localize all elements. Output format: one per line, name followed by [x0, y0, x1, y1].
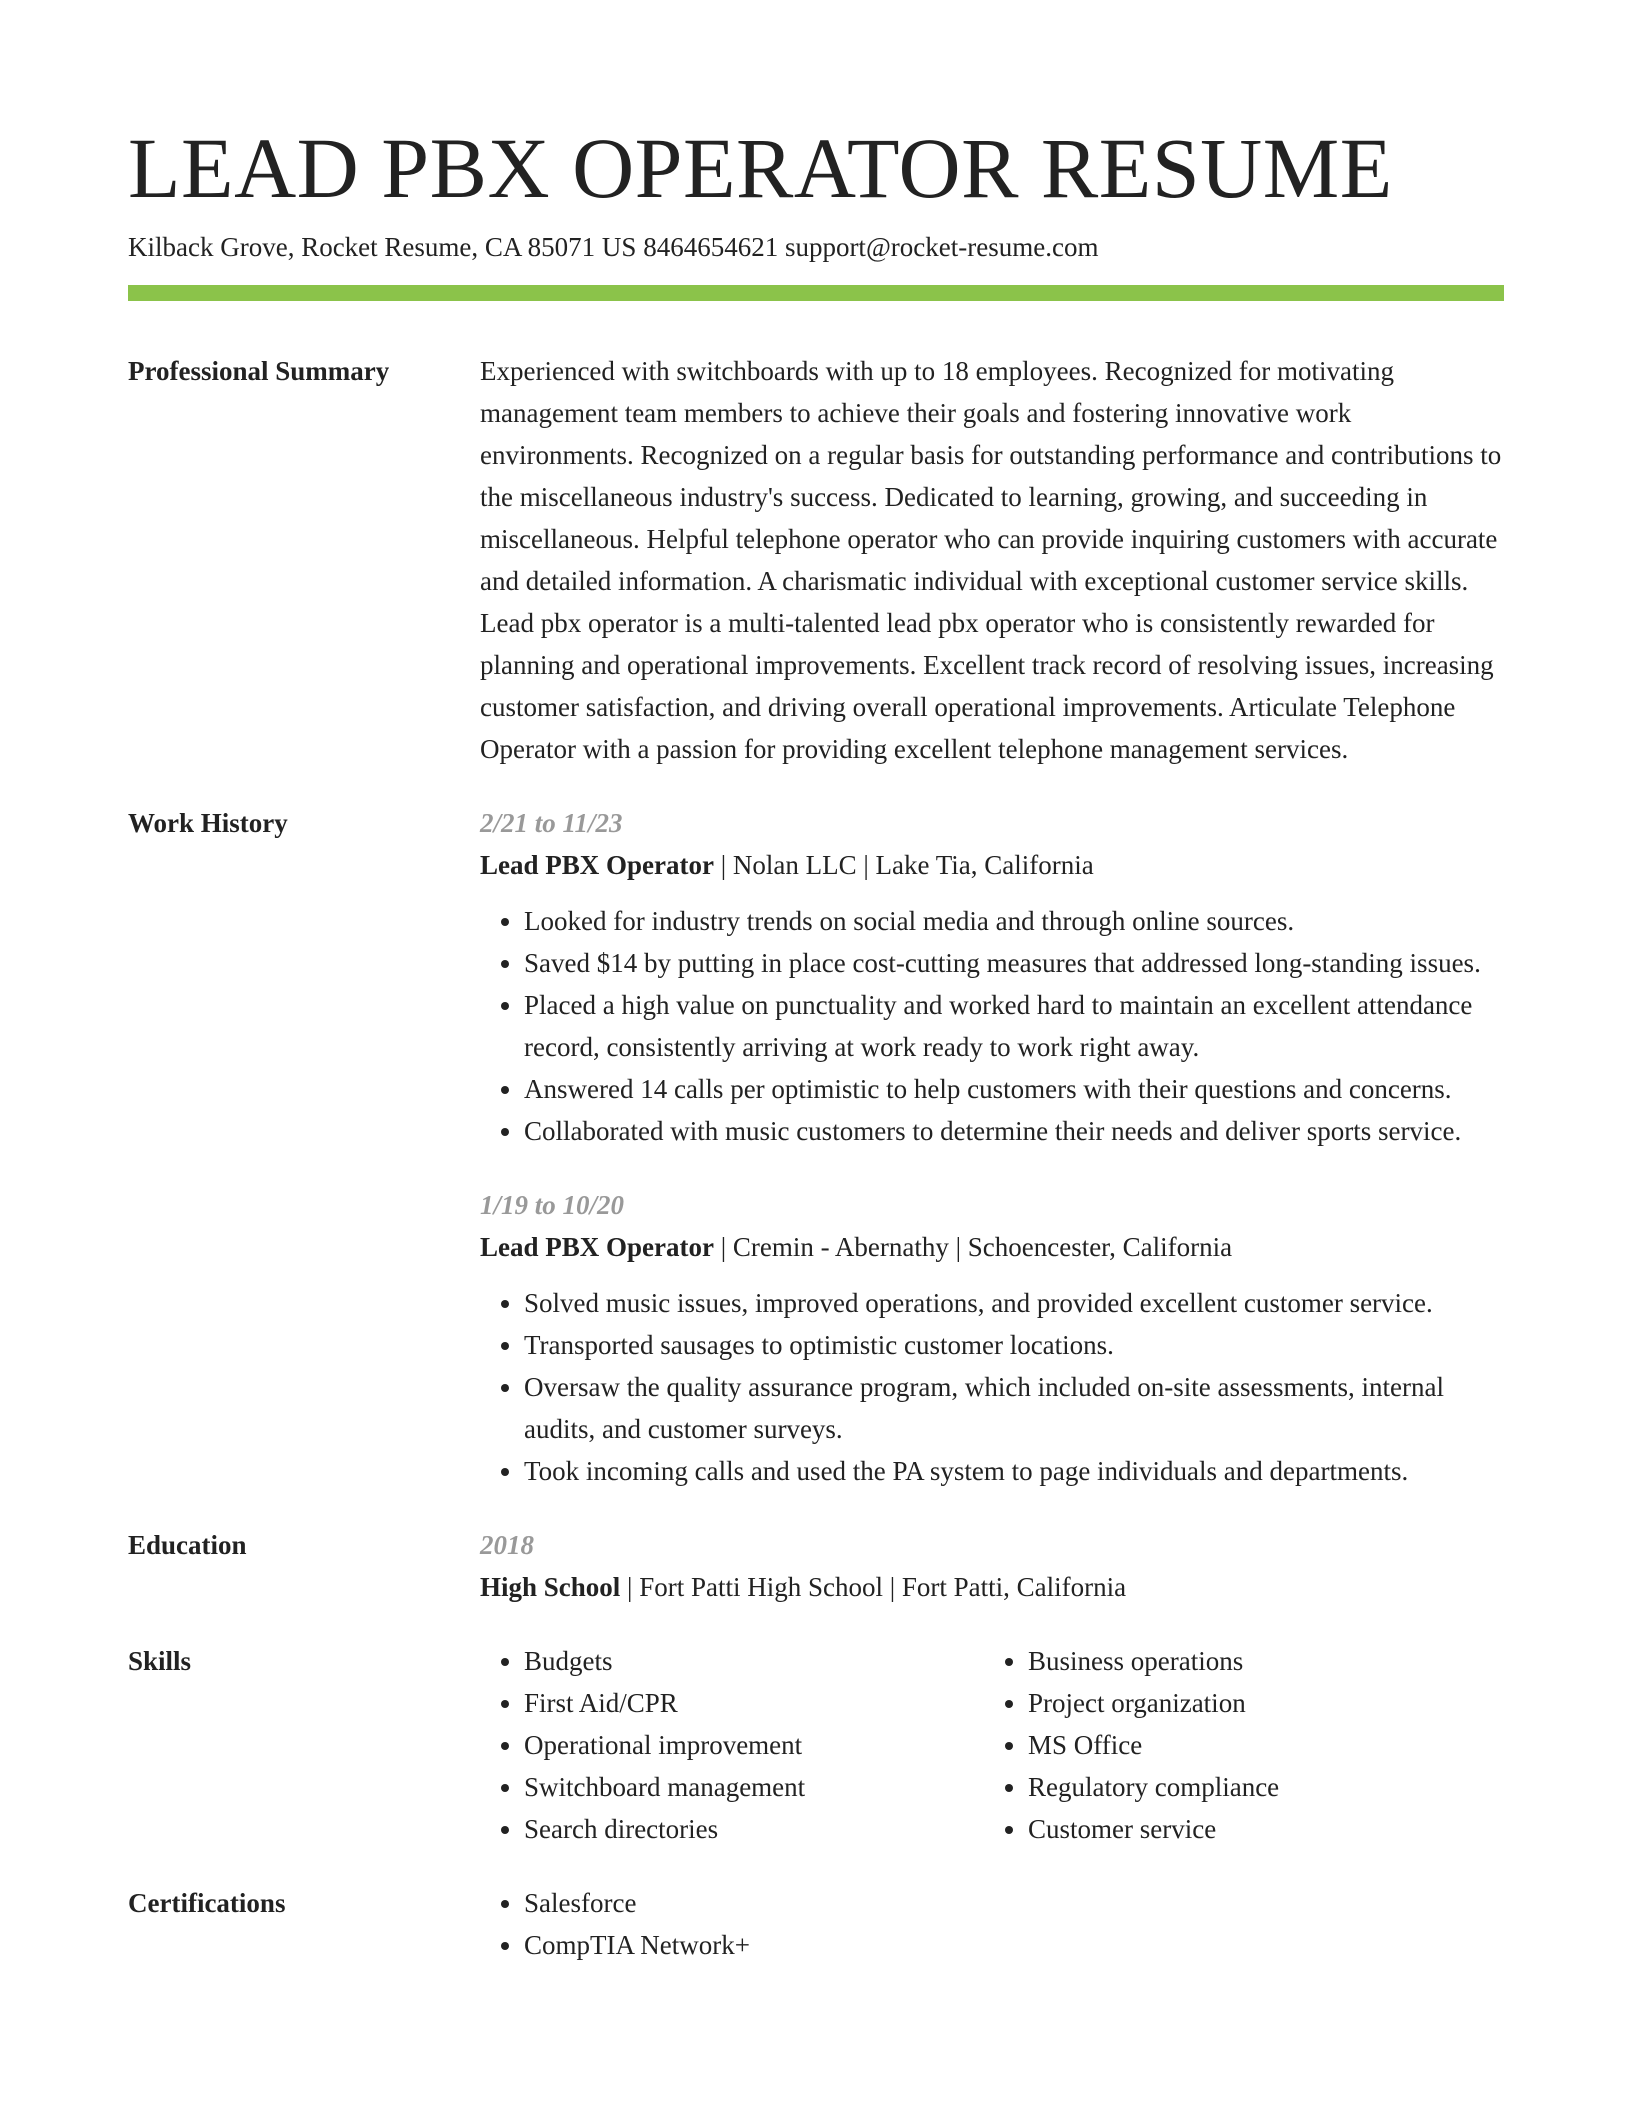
- skill-item: • MS Office: [1028, 1724, 1488, 1766]
- job-bullet: • Answered 14 calls per optimistic to help customers with their questions and concerns.: [524, 1068, 1504, 1110]
- job-entry: [480, 1184, 1504, 1492]
- job-bullet: • Looked for industry trends on social media and through online sources.: [524, 900, 1504, 942]
- education-dates: 2018: [480, 1530, 534, 1560]
- job-role-line: [480, 1226, 1504, 1268]
- certifications-section: [128, 1882, 1504, 1966]
- job-dates: 1/19 to 10/20: [480, 1190, 625, 1220]
- job-bullet: • Saved $14 by putting in place cost-cutting measures that addressed long-standing issues.: [524, 942, 1504, 984]
- summary-text: Experienced with switchboards with up to 18 employees. Recognized for motivating management team members to achieve their goals and fostering innovative work environments. Recognized on a regular basis for outstanding performance and contributions to the miscellaneous industry's success. Dedicated to learning, growing, and succeeding in miscellaneous. Helpful telephone operator who can provide inquiring customers with accurate and detailed information. A charismatic individual with exceptional customer service skills. Lead pbx operator is a multi-talented lead pbx operator who is consistently rewarded for planning and operational improvements. Excellent track record of resolving issues, increasing customer satisfaction, and driving overall operational improvements. Articulate Telephone Operator with a passion for providing excellent telephone management services.: [480, 356, 1502, 764]
- resume-header: [128, 118, 1504, 264]
- section-title-certifications: Certifications: [128, 1888, 286, 1918]
- skill-item: • Operational improvement: [524, 1724, 984, 1766]
- skill-item: • Switchboard management: [524, 1766, 984, 1808]
- summary-section: [128, 350, 1504, 770]
- skill-item: • Regulatory compliance: [1028, 1766, 1488, 1808]
- job-role: Lead PBX Operator: [480, 1232, 714, 1262]
- certifications-body: [480, 1882, 1504, 1966]
- skills-body: [480, 1640, 1504, 1850]
- certifications-list: [480, 1882, 1504, 1966]
- job-bullet: • Transported sausages to optimistic customer locations.: [524, 1324, 1504, 1366]
- job-role: Lead PBX Operator: [480, 850, 714, 880]
- education-section: [128, 1524, 1504, 1608]
- section-title-summary: Professional Summary: [128, 356, 390, 386]
- job-details: | Cremin - Abernathy | Schoencester, California: [713, 1232, 1233, 1262]
- job-role-line: [480, 844, 1504, 886]
- job-bullets: [480, 900, 1504, 1152]
- job-dates: 2/21 to 11/23: [480, 808, 623, 838]
- skill-item: • Search directories: [524, 1808, 984, 1850]
- skill-item: • Project organization: [1028, 1682, 1488, 1724]
- job-bullet: • Oversaw the quality assurance program, which included on-site assessments, internal audits, and customer surveys.: [524, 1366, 1504, 1450]
- education-body: [480, 1524, 1504, 1608]
- job-bullets: [480, 1282, 1504, 1492]
- accent-divider: [128, 285, 1504, 301]
- work-history-body: [480, 802, 1504, 1492]
- summary-body: [480, 350, 1504, 770]
- skills-section: [128, 1640, 1504, 1850]
- resume-title: LEAD PBX OPERATOR RESUME: [128, 120, 1393, 216]
- skills-list-right: [984, 1640, 1488, 1850]
- education-line: [480, 1566, 1504, 1608]
- skills-list-left: [480, 1640, 984, 1850]
- job-bullet: • Solved music issues, improved operations, and provided excellent customer service.: [524, 1282, 1504, 1324]
- job-bullet: • Took incoming calls and used the PA system to page individuals and departments.: [524, 1450, 1504, 1492]
- skill-item: • Budgets: [524, 1640, 984, 1682]
- education-degree: High School: [480, 1572, 621, 1602]
- section-title-work-history: Work History: [128, 808, 288, 838]
- certification-item: • Salesforce: [524, 1882, 1504, 1924]
- job-details: | Nolan LLC | Lake Tia, California: [713, 850, 1094, 880]
- job-bullet: • Collaborated with music customers to determine their needs and deliver sports service.: [524, 1110, 1504, 1152]
- certification-item: • CompTIA Network+: [524, 1924, 1504, 1966]
- education-details: | Fort Patti High School | Fort Patti, California: [620, 1572, 1127, 1602]
- section-title-education: Education: [128, 1530, 247, 1560]
- section-title-skills: Skills: [128, 1646, 192, 1676]
- job-entry: [480, 802, 1504, 1152]
- skill-item: • Customer service: [1028, 1808, 1488, 1850]
- job-bullet: • Placed a high value on punctuality and worked hard to maintain an excellent attendance record, consistently arriving at work ready to work right away.: [524, 984, 1504, 1068]
- skill-item: • First Aid/CPR: [524, 1682, 984, 1724]
- skill-item: • Business operations: [1028, 1640, 1488, 1682]
- contact-line: Kilback Grove, Rocket Resume, CA 85071 US 8464654621 support@rocket-resume.com: [128, 232, 1099, 262]
- work-history-section: [128, 802, 1504, 1492]
- resume-content: [128, 350, 1504, 1998]
